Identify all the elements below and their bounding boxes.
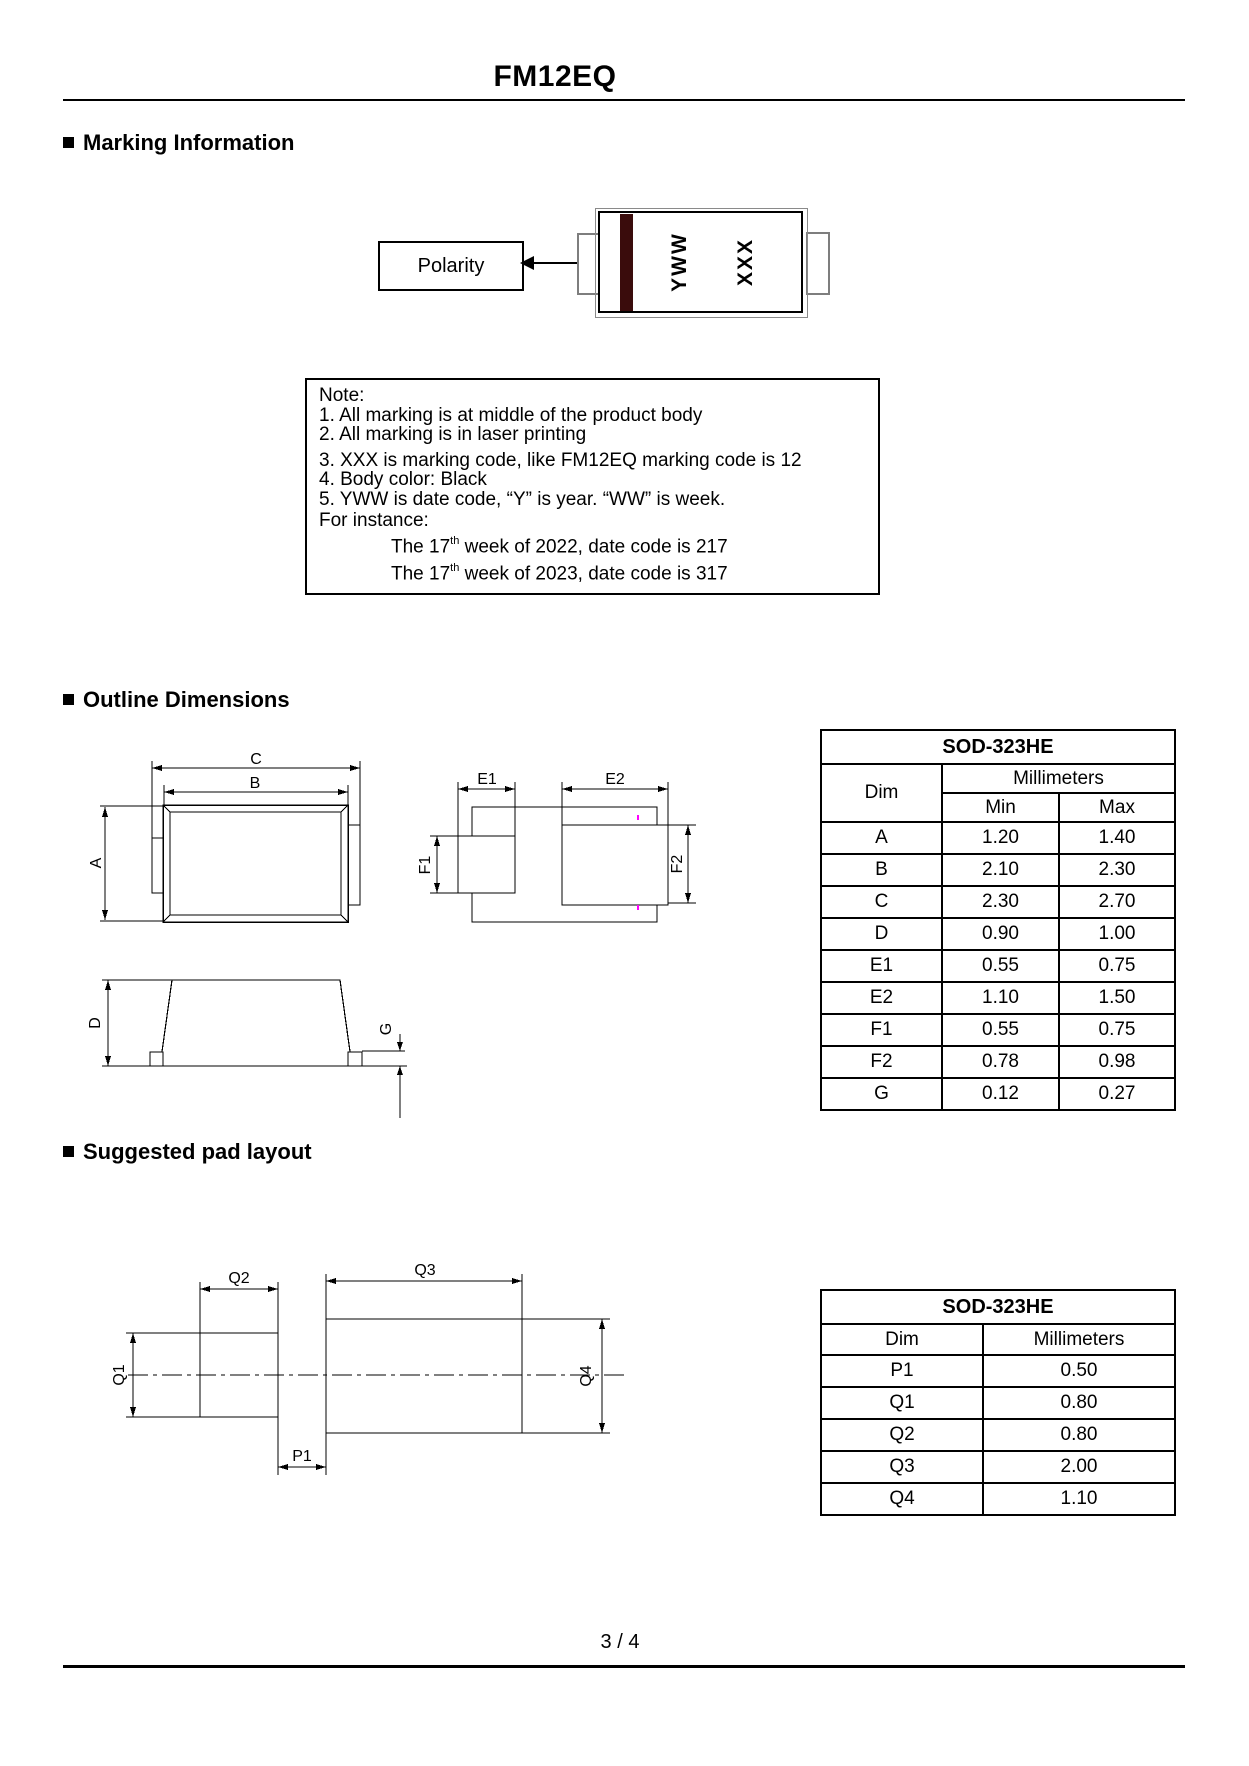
dim-q4	[522, 1319, 610, 1433]
stray-mark	[637, 905, 639, 910]
outline-dim-table	[820, 729, 1176, 1111]
section-heading-outline: Outline Dimensions	[63, 687, 290, 713]
dim-label-a: A	[88, 857, 105, 869]
plan-right-lead	[348, 825, 360, 905]
note-example: The 17th week of 2022, date code is 217	[391, 534, 728, 557]
note-example: The 17th week of 2023, date code is 317	[391, 562, 728, 585]
dim-label-f2: F2	[669, 854, 686, 874]
table-row: F2 0.78 0.98	[821, 1046, 1175, 1078]
table-row	[821, 1324, 1175, 1355]
table-title: SOD-323HE	[821, 730, 1175, 764]
col-header-unit: Millimeters	[983, 1324, 1175, 1355]
col-header-min: Min	[942, 793, 1059, 822]
side-right-foot	[348, 1052, 362, 1066]
table-row: E2 1.10 1.50	[821, 982, 1175, 1014]
polarity-callout-box	[378, 241, 524, 291]
table-row: F1 0.55 0.75	[821, 1014, 1175, 1046]
bullet-square-icon	[63, 1146, 74, 1157]
note-line: 1. All marking is at middle of the product body	[319, 404, 703, 426]
polarity-label: Polarity	[417, 254, 485, 277]
left-terminal-pad	[458, 836, 515, 893]
outline-terminal-view-drawing	[415, 745, 717, 937]
dim-g	[397, 1034, 403, 1118]
right-terminal-pad	[562, 825, 668, 905]
plan-left-lead	[152, 838, 163, 893]
dim-q2	[200, 1282, 278, 1333]
dim-f1	[430, 836, 458, 893]
dim-label-c: C	[250, 751, 262, 768]
note-line: For instance:	[319, 510, 429, 531]
side-body-profile	[160, 980, 352, 1066]
note-line: 5. YWW is date code, “Y” is year. “WW” is week.	[319, 488, 726, 510]
dim-label-e1: E1	[477, 771, 497, 788]
section-heading-pad-layout: Suggested pad layout	[63, 1139, 312, 1165]
col-header-unit: Millimeters	[942, 764, 1175, 793]
table-row: B 2.10 2.30	[821, 854, 1175, 886]
stray-mark	[637, 815, 639, 820]
footer-rule	[63, 1665, 1185, 1668]
table-row	[821, 730, 1175, 764]
dim-p1	[278, 1417, 326, 1475]
cathode-band	[620, 214, 633, 311]
dim-label-e2: E2	[605, 771, 625, 788]
table-row	[821, 1290, 1175, 1324]
dim-label-d: D	[87, 1017, 104, 1029]
note-line: 2. All marking is in laser printing	[319, 424, 587, 445]
page-number: 3 / 4	[600, 1631, 640, 1653]
dim-e1	[458, 782, 515, 836]
table-row: Q3 2.00	[821, 1451, 1175, 1483]
note-title: Note:	[319, 385, 365, 406]
table-title: SOD-323HE	[821, 1290, 1175, 1324]
outline-plan-view-drawing	[85, 745, 377, 937]
package-right-lead	[806, 232, 830, 295]
pad-layout-drawing	[85, 1240, 647, 1492]
table-row: Q2 0.80	[821, 1419, 1175, 1451]
header-rule	[63, 99, 1185, 101]
bullet-square-icon	[63, 137, 74, 148]
dim-label-b: B	[249, 775, 261, 792]
marking-code-marking: XXX	[734, 237, 757, 287]
table-row: Q4 1.10	[821, 1483, 1175, 1515]
dim-label-q2: Q2	[228, 1270, 250, 1287]
dim-label-q1: Q1	[111, 1364, 128, 1386]
page-title: FM12EQ	[493, 60, 617, 93]
dim-q3	[326, 1274, 522, 1319]
dim-label-q3: Q3	[414, 1262, 436, 1279]
table-row: P1 0.50	[821, 1355, 1175, 1387]
note-box	[305, 378, 880, 595]
table-row: D 0.90 1.00	[821, 918, 1175, 950]
outline-side-view-drawing	[75, 950, 415, 1135]
plan-body-outline	[163, 805, 348, 922]
dim-label-p1: P1	[292, 1448, 312, 1465]
date-code-marking: YWW	[668, 232, 691, 292]
side-left-foot	[150, 1052, 163, 1066]
col-header-max: Max	[1059, 793, 1175, 822]
note-line: 3. XXX is marking code, like FM12EQ marking code is 12	[319, 449, 802, 471]
large-pad	[326, 1319, 522, 1433]
note-line: 4. Body color: Black	[319, 469, 487, 490]
bullet-square-icon	[63, 694, 74, 705]
dim-label-f1: F1	[417, 855, 434, 875]
table-row: Q1 0.80	[821, 1387, 1175, 1419]
table-row: E1 0.55 0.75	[821, 950, 1175, 982]
pad-layout-table	[820, 1289, 1176, 1516]
section-heading-marking: Marking Information	[63, 130, 294, 156]
col-header-dim: Dim	[821, 764, 942, 822]
col-header-dim: Dim	[821, 1324, 983, 1355]
table-row: G 0.12 0.27	[821, 1078, 1175, 1110]
table-row	[821, 764, 1175, 793]
dim-label-q4: Q4	[578, 1365, 595, 1387]
dim-e2	[562, 782, 668, 825]
dim-label-g: G	[378, 1022, 395, 1036]
table-row: A 1.20 1.40	[821, 822, 1175, 854]
table-row: C 2.30 2.70	[821, 886, 1175, 918]
